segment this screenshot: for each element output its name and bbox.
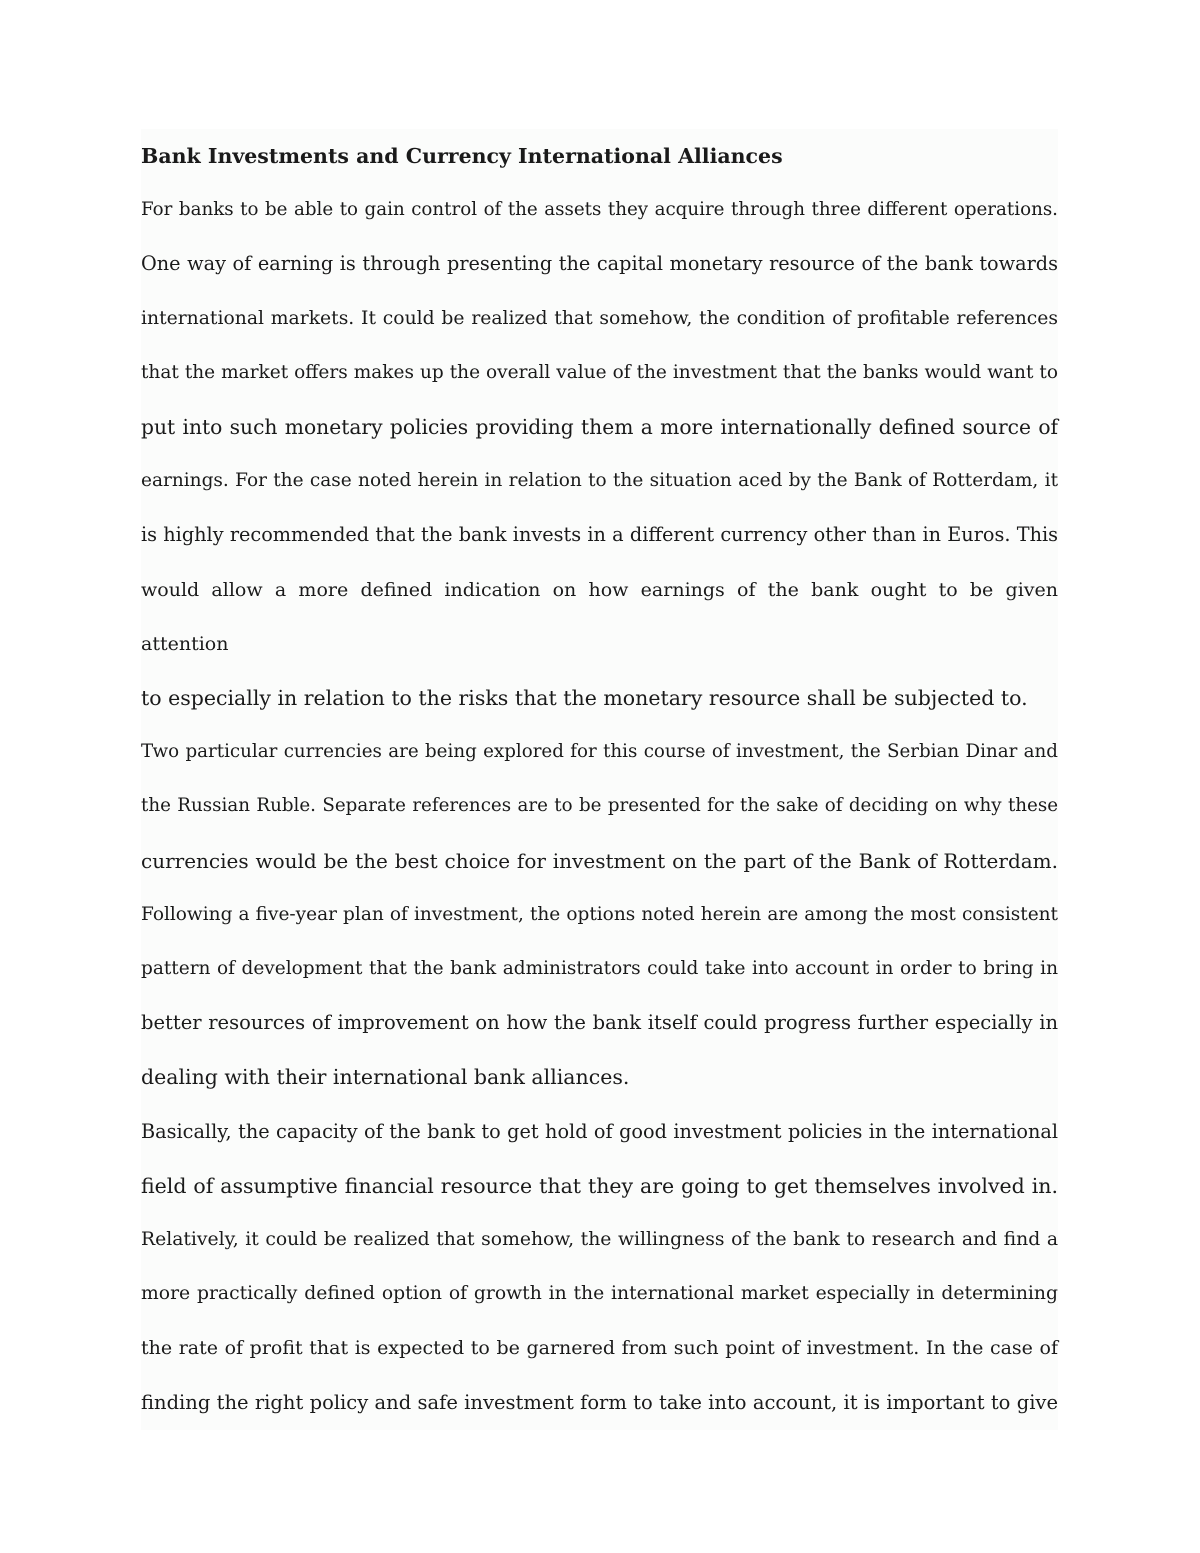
text-line: One way of earning is through presenting the capital monetary resource of the bank towards — [141, 252, 1058, 276]
text-line: more practically defined option of growth in the international market especially in determining — [141, 1283, 1058, 1305]
text-line: would allow a more defined indication on how earnings of the bank ought to be given attention — [141, 578, 1058, 655]
text-line: finding the right policy and safe investment form to take into account, it is important to give — [141, 1390, 1058, 1414]
text-line: field of assumptive financial resource that they are going to get themselves involved in. — [141, 1173, 1058, 1198]
text-line: to especially in relation to the risks that the monetary resource shall be subjected to. — [141, 686, 1028, 711]
paragraph-2 — [141, 725, 1058, 1104]
text-line: that the market offers makes up the overall value of the investment that the banks would want to — [141, 361, 1058, 383]
text-line: international markets. It could be realized that somehow, the condition of profitable references — [141, 307, 1058, 329]
text-line: dealing with their international bank alliances. — [141, 1065, 630, 1090]
text-line: pattern of development that the bank administrators could take into account in order to bring in — [141, 958, 1058, 980]
document-title: Bank Investments and Currency International Alliances — [141, 144, 783, 168]
paragraph-3 — [141, 1105, 1058, 1430]
text-line: For banks to be able to gain control of the assets they acquire through three different operations. — [141, 199, 1058, 221]
text-line: is highly recommended that the bank invests in a different currency other than in Euros. This — [141, 523, 1058, 547]
text-line: Basically, the capacity of the bank to get hold of good investment policies in the international — [141, 1119, 1058, 1143]
text-line: better resources of improvement on how the bank itself could progress further especially in — [141, 1011, 1058, 1035]
text-line: Following a five-year plan of investment, the options noted herein are among the most consistent — [141, 903, 1058, 925]
document-body — [141, 129, 1058, 1430]
text-line: currencies would be the best choice for investment on the part of the Bank of Rotterdam. — [141, 848, 1058, 873]
text-line: put into such monetary policies providing them a more internationally defined source of — [141, 415, 1058, 440]
paragraph-1 — [141, 183, 1058, 725]
text-line: Two particular currencies are being explored for this course of investment, the Serbian Dinar and — [141, 741, 1058, 763]
text-line: the rate of profit that is expected to be garnered from such point of investment. In the case of — [141, 1337, 1058, 1360]
text-line: Relatively, it could be realized that somehow, the willingness of the bank to research and find a — [141, 1229, 1058, 1251]
text-line: earnings. For the case noted herein in relation to the situation aced by the Bank of Rotterdam, it — [141, 470, 1058, 492]
text-line: the Russian Ruble. Separate references are to be presented for the sake of deciding on why these — [141, 795, 1058, 817]
